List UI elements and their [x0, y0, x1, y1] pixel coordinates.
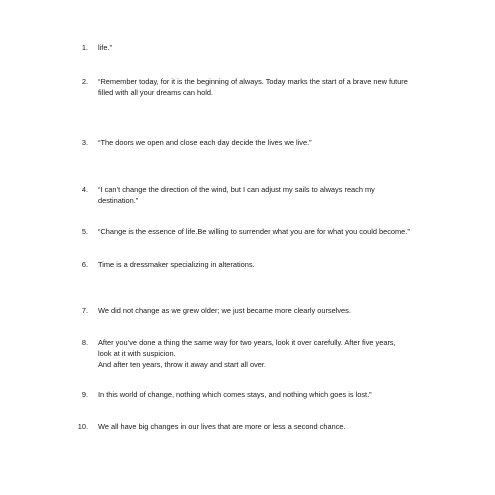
item-number: 10.: [77, 422, 88, 431]
item-text: Time is a dressmaker specializing in alterations.: [98, 260, 255, 269]
list-item-6: [72, 259, 452, 270]
item-text: We all have big changes in our lives that are more or less a second chance.: [98, 422, 346, 431]
item-text: After you’ve done a thing the same way for two years, look it over carefully. After five years, look at it with suspicion. And after ten years, throw it away and start all over.: [98, 338, 396, 369]
item-text: “The doors we open and close each day decide the lives we live.”: [98, 138, 312, 147]
item-number: 4.: [81, 185, 88, 194]
item-number: 9.: [81, 390, 88, 399]
item-text: “I can’t change the direction of the wind, but I can adjust my sails to always reach my destination.”: [98, 185, 375, 205]
item-text: We did not change as we grew older; we just became more clearly ourselves.: [98, 306, 351, 315]
item-text: In this world of change, nothing which comes stays, and nothing which goes is lost.”: [98, 390, 372, 399]
item-text: “Remember today, for it is the beginning of always. Today marks the start of a brave new future filled with all your dreams can hold.: [98, 77, 408, 97]
item-number: 7.: [81, 306, 88, 315]
list-item-3: [72, 137, 452, 148]
item-number: 6.: [81, 260, 88, 269]
item-number: 1.: [81, 43, 88, 52]
list-item-8: [72, 337, 452, 370]
list-item-9: [72, 389, 452, 400]
item-text: life.”: [98, 43, 112, 52]
item-number: 8.: [81, 338, 88, 347]
item-text: “Change is the essence of life.Be willing to surrender what you are for what you could become.”: [98, 227, 410, 236]
item-number: 5.: [81, 227, 88, 236]
list-item-5: [72, 226, 452, 237]
list-item-1: [72, 42, 452, 53]
list-item-4: [72, 184, 452, 206]
list-item-2: [72, 76, 452, 98]
list-item-10: [72, 421, 452, 432]
list-item-7: [72, 305, 452, 316]
item-number: 2.: [81, 77, 88, 86]
item-number: 3.: [81, 138, 88, 147]
